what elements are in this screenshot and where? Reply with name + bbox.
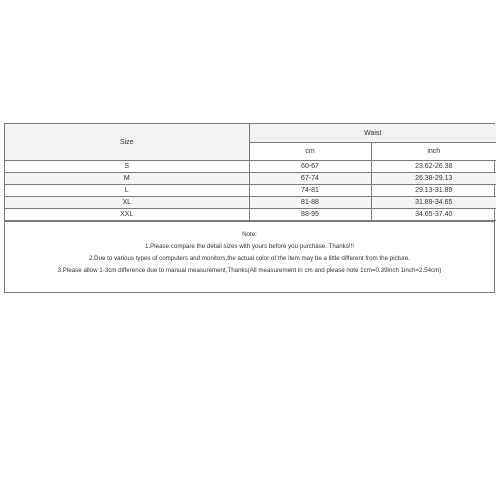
inch-cell: 26.38-29.13 <box>371 173 496 185</box>
header-waist: Waist <box>249 124 496 143</box>
notes-section <box>5 221 494 277</box>
size-cell: S <box>5 161 249 173</box>
note-line-3: 3.Please allow 1-3cm difference due to manual measurement,Thanks(All measurement in cm and please note 1cm=0.39inch 1inch=2.54cm) <box>57 267 442 274</box>
table-row <box>5 209 496 221</box>
table-row <box>5 185 496 197</box>
header-size: Size <box>5 124 249 161</box>
size-cell: L <box>5 185 249 197</box>
note-line-2: 2.Due to various types of computers and monitors,the actual color of the item may be a little different from the picture. <box>88 255 411 262</box>
size-cell: XL <box>5 197 249 209</box>
cm-cell: 81-88 <box>249 197 371 209</box>
size-cell: XXL <box>5 209 249 221</box>
table-row <box>5 197 496 209</box>
size-cell: M <box>5 173 249 185</box>
inch-cell: 23.62-26.38 <box>371 161 496 173</box>
cm-cell: 67-74 <box>249 173 371 185</box>
inch-cell: 34.65-37.40 <box>371 209 496 221</box>
size-chart <box>4 123 495 293</box>
cm-cell: 60-67 <box>249 161 371 173</box>
inch-cell: 31.89-34.65 <box>371 197 496 209</box>
note-line-1: 1.Please compare the detail sizes with yours before you purchase. Thanks!!! <box>145 243 354 250</box>
header-inch: inch <box>371 143 496 161</box>
table-row <box>5 161 496 173</box>
table-row <box>5 173 496 185</box>
cm-cell: 88-95 <box>249 209 371 221</box>
notes-title: Note: <box>242 231 257 238</box>
cm-cell: 74-81 <box>249 185 371 197</box>
size-table <box>5 124 496 221</box>
inch-cell: 29.13-31.89 <box>371 185 496 197</box>
header-cm: cm <box>249 143 371 161</box>
